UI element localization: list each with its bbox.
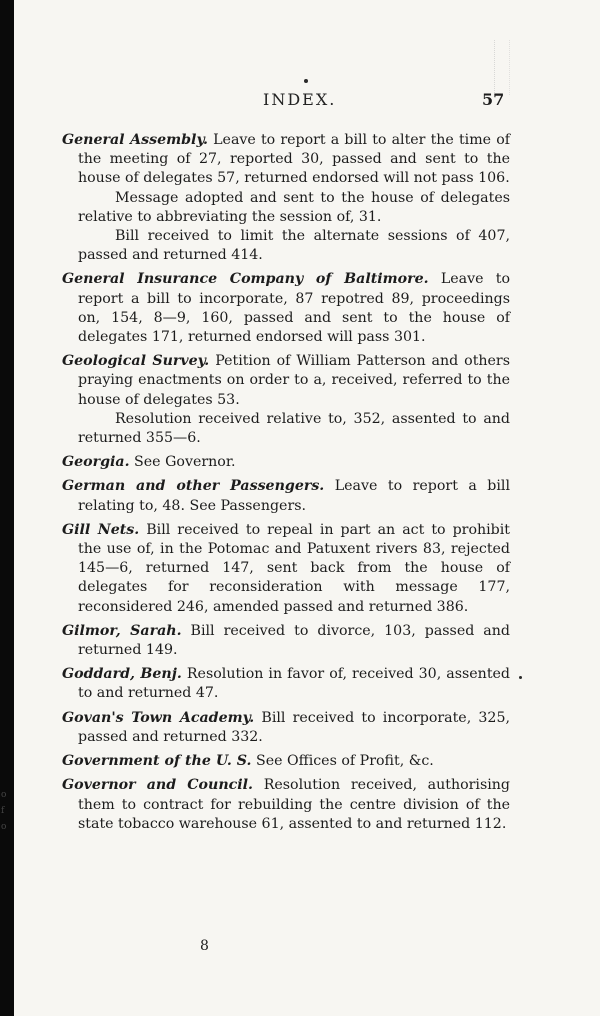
entry-text: Leave to report a bill to incorporate, 87 repotred 89, proceedings on, 154, 8—9, 160, passed and sent to the house of delegates 171, returned endorsed will pass 301. xyxy=(78,271,510,346)
index-entry xyxy=(62,477,510,515)
entry-first-paragraph xyxy=(62,477,510,515)
index-entry xyxy=(62,709,510,747)
entry-first-paragraph xyxy=(62,131,510,189)
ink-dot xyxy=(519,676,522,679)
index-entry xyxy=(62,352,510,448)
entry-continuation-paragraph xyxy=(62,227,510,265)
index-term: Government of the U. S. xyxy=(62,753,252,770)
entry-first-paragraph xyxy=(62,776,510,834)
gutter-mark: o xyxy=(1,790,7,800)
book-binding-edge xyxy=(0,0,14,1016)
index-term: Govan's Town Academy. xyxy=(62,709,255,726)
index-term: Goddard, Benj. xyxy=(62,666,182,683)
entry-text: Bill received to limit the alternate sessions of 407, passed and returned 414. xyxy=(78,228,510,264)
entry-text: See Governor. xyxy=(134,454,236,471)
index-entry xyxy=(62,453,510,472)
entry-continuation-paragraph xyxy=(62,410,510,448)
entry-text: Resolution in favor of, received 30, assented to and returned 47. xyxy=(78,666,510,702)
signature-mark: 8 xyxy=(200,938,209,954)
index-entry xyxy=(62,776,510,834)
index-term: Gill Nets. xyxy=(62,521,140,538)
entry-text: Message adopted and sent to the house of delegates relative to abbreviating the session of, 31. xyxy=(78,189,510,225)
ink-dot xyxy=(304,79,308,83)
entry-first-paragraph xyxy=(62,352,510,410)
page-number: 57 xyxy=(482,90,505,109)
index-entry xyxy=(62,521,510,617)
index-entry xyxy=(62,665,510,703)
index-term: Geological Survey. xyxy=(62,353,210,370)
entry-first-paragraph xyxy=(62,453,510,472)
entry-first-paragraph xyxy=(62,665,510,703)
index-term: Governor and Council. xyxy=(62,777,253,794)
gutter-mark: o xyxy=(1,822,7,832)
entry-text: Bill received to incorporate, 325, passed and returned 332. xyxy=(78,709,510,745)
index-term: German and other Passengers. xyxy=(62,478,325,495)
entry-text: See Offices of Profit, &c. xyxy=(255,753,434,770)
entry-text: Leave to report a bill relating to, 48. See Passengers. xyxy=(78,478,510,514)
index-term: Georgia. xyxy=(62,454,130,471)
entry-text: Bill received to repeal in part an act to prohibit the use of, in the Potomac and Patuxent rivers 83, rejected 145—6, returned 147, sent back from the house of delegates for reconsideration with message 177, reconsidered 246, amended passed and returned 386. xyxy=(78,521,510,615)
entry-first-paragraph xyxy=(62,521,510,617)
entry-text: Resolution received, authorising them to contract for rebuilding the centre division of the state tobacco warehouse 61, assented to and returned 112. xyxy=(78,777,510,832)
index-entry xyxy=(62,622,510,660)
page-header xyxy=(0,90,600,112)
entry-first-paragraph xyxy=(62,709,510,747)
page-smudge xyxy=(494,40,510,95)
entry-first-paragraph xyxy=(62,752,510,771)
entry-text: Leave to report a bill to alter the time of the meeting of 27, reported 30, passed and sent to the house of delegates 57, returned endorsed will not pass 106. xyxy=(78,132,510,187)
index-term: General Assembly. xyxy=(62,132,208,148)
index-term: General Insurance Company of Baltimore. xyxy=(62,271,429,288)
entry-text: Bill received to divorce, 103, passed and returned 149. xyxy=(78,622,510,659)
entry-first-paragraph xyxy=(62,622,510,660)
index-term: Gilmor, Sarah. xyxy=(62,622,182,639)
index-entry xyxy=(62,270,510,347)
entry-first-paragraph xyxy=(62,270,510,347)
entry-text: Resolution received relative to, 352, assented to and returned 355—6. xyxy=(78,410,510,447)
index-entry xyxy=(62,752,510,771)
entry-text: Petition of William Patterson and others praying enactments on order to a, received, referred to the house of delegates 53. xyxy=(78,353,510,408)
index-entries xyxy=(62,131,510,839)
page-title: INDEX. xyxy=(263,90,337,109)
entry-continuation-paragraph xyxy=(62,189,510,227)
index-entry xyxy=(62,131,510,265)
gutter-mark: f xyxy=(1,806,5,816)
